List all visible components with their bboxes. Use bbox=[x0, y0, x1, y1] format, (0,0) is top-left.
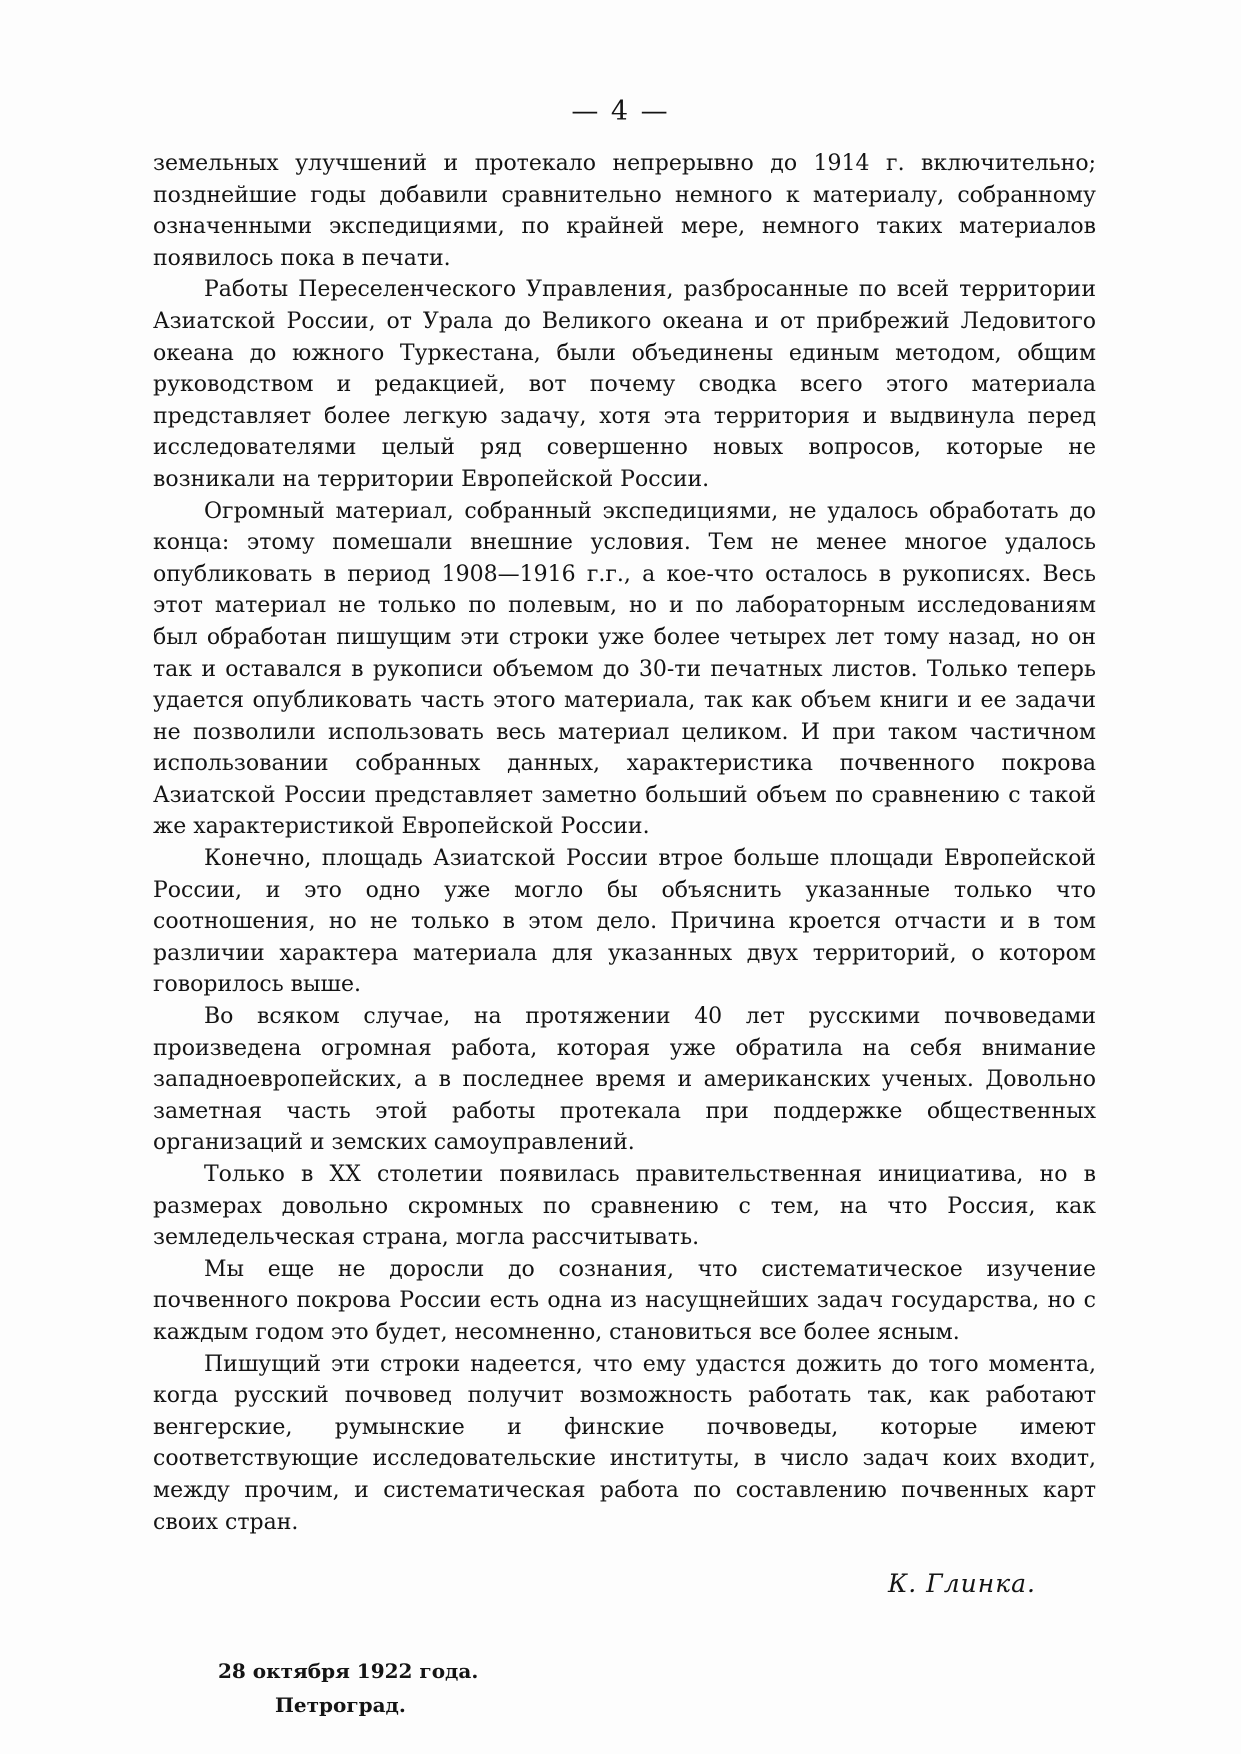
author-signature: К. Глинка. bbox=[887, 1569, 1036, 1598]
paragraph: Работы Переселенческого Управления, разбросанные по всей территории Азиатской России, от Урала до Великого океана и от прибрежий Ледовитого океана до южного Туркестана, были объединены единым методом, общим руководством и редакцией, вот почему сводка всего этого материала представляет более легкую задачу, хотя эта территория и выдвинула перед исследователями целый ряд совершенно новых вопросов, которые не возникали на территории Европейской России. bbox=[153, 277, 1096, 492]
paragraph: Мы еще не доросли до сознания, что систематическое изучение почвенного покрова России есть одна из насущнейших задач государства, но с каждым годом это будет, несомненно, становиться все более ясным. bbox=[153, 1256, 1096, 1345]
page-number: — 4 — bbox=[571, 96, 670, 127]
place-line: Петроград. bbox=[275, 1693, 406, 1717]
paragraph-continuation: земельных улучшений и протекало непрерывно до 1914 г. включительно; позднейшие годы добавили сравнительно немного к материалу, собранному означенными экспедициями, по крайней мере, немного таких материалов появилось пока в печати. bbox=[153, 151, 1096, 271]
date-line: 28 октября 1922 года. bbox=[218, 1659, 479, 1683]
paragraph: Пишущий эти строки надеется, что ему удастся дожить до того момента, когда русский почвовед получит возможность работать так, как работают венгерские, румынские и финские почвоведы, которые имеют соответствующие исследовательские институты, в число задач коих входит, между прочим, и систематическая работа по составлению почвенных карт своих стран. bbox=[153, 1351, 1096, 1535]
paragraph: Во всяком случае, на протяжении 40 лет русскими почвоведами произведена огромная работа, которая уже обратила на себя внимание западноевропейских, а в последнее время и американских ученых. Довольно заметная часть этой работы протекала при поддержке общественных организаций и земских самоуправлений. bbox=[153, 1004, 1096, 1156]
paragraph: Только в XX столетии появилась правительственная инициатива, но в размерах довольно скромных по сравнению с тем, на что Россия, как земледельческая страна, могла рассчитывать. bbox=[153, 1162, 1096, 1251]
body-text bbox=[153, 148, 1096, 1538]
paragraph: Огромный материал, собранный экспедициями, не удалось обработать до конца: этому помешали внешние условия. Тем не менее многое удалось опубликовать в период 1908—1916 г.г., а кое-что осталось в рукописях. Весь этот материал не только по полевым, но и по лабораторным исследованиям был обработан пишущим эти строки уже более четырех лет тому назад, но он так и оставался в рукописи объемом до 30-ти печатных листов. Только теперь удается опубликовать часть этого материала, так как объем книги и ее задачи не позволили использовать весь материал целиком. И при таком частичном использовании собранных данных, характеристика почвенного покрова Азиатской России представляет заметно больший объем по сравнению с такой же характеристикой Европейской России. bbox=[153, 498, 1096, 840]
paragraph: Конечно, площадь Азиатской России втрое больше площади Европейской России, и это одно уже могло бы объяснить указанные только что соотношения, но не только в этом дело. Причина кроется отчасти и в том различии характера материала для указанных двух территорий, о котором говорилось выше. bbox=[153, 846, 1096, 998]
